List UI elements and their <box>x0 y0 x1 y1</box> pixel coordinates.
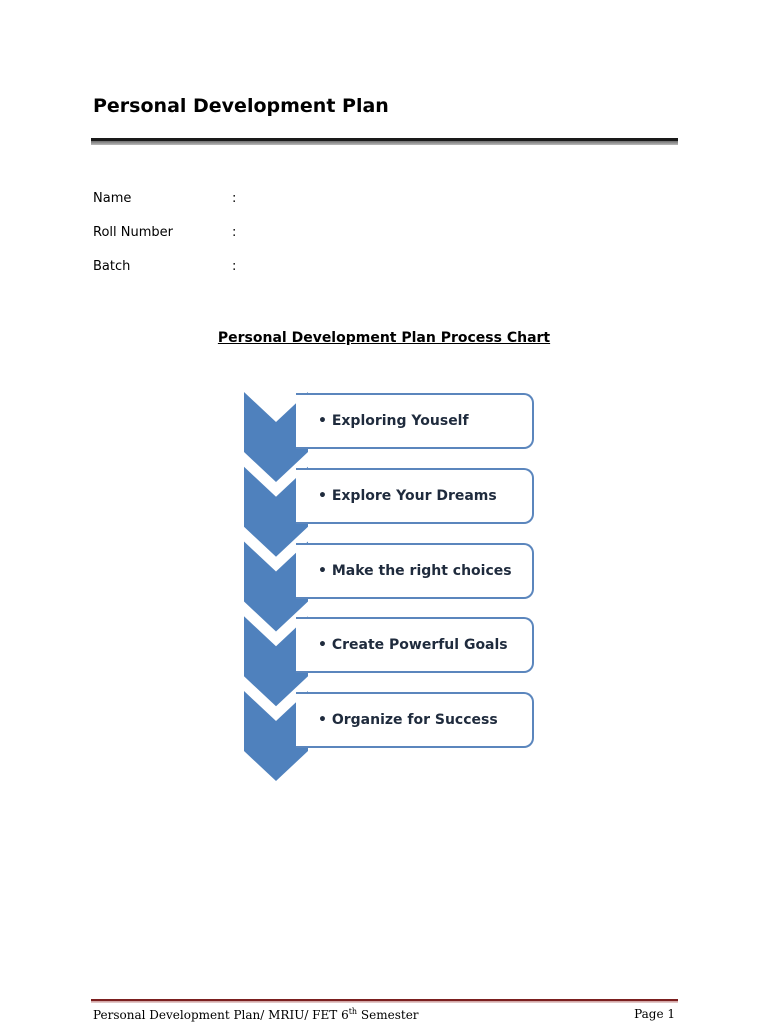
step-text: • Explore Your Dreams <box>318 488 497 504</box>
footer-left-suffix: Semester <box>357 1008 419 1022</box>
step-text: • Exploring Youself <box>318 413 469 429</box>
footer-left-sup: th <box>348 1007 358 1016</box>
step-text: • Make the right choices <box>318 563 512 579</box>
footer-left <box>93 1007 419 1022</box>
step-box-5 <box>296 692 534 748</box>
footer-left-text: Personal Development Plan/ MRIU/ FET 6 <box>93 1008 349 1022</box>
page-title: Personal Development Plan <box>93 95 389 117</box>
field-colon: : <box>232 191 237 206</box>
field-colon: : <box>232 225 237 240</box>
step-box-1 <box>296 393 534 449</box>
chart-title: Personal Development Plan Process Chart <box>217 330 551 346</box>
step-box-4 <box>296 617 534 673</box>
step-text: • Organize for Success <box>318 712 498 728</box>
page-number: Page 1 <box>634 1007 675 1021</box>
field-label: Roll Number <box>93 225 173 240</box>
field-label: Name <box>93 191 132 206</box>
field-colon: : <box>232 259 237 274</box>
step-box-3 <box>296 543 534 599</box>
footer-rule <box>91 999 678 1003</box>
field-label: Batch <box>93 259 131 274</box>
step-text: • Create Powerful Goals <box>318 637 508 653</box>
step-box-2 <box>296 468 534 524</box>
